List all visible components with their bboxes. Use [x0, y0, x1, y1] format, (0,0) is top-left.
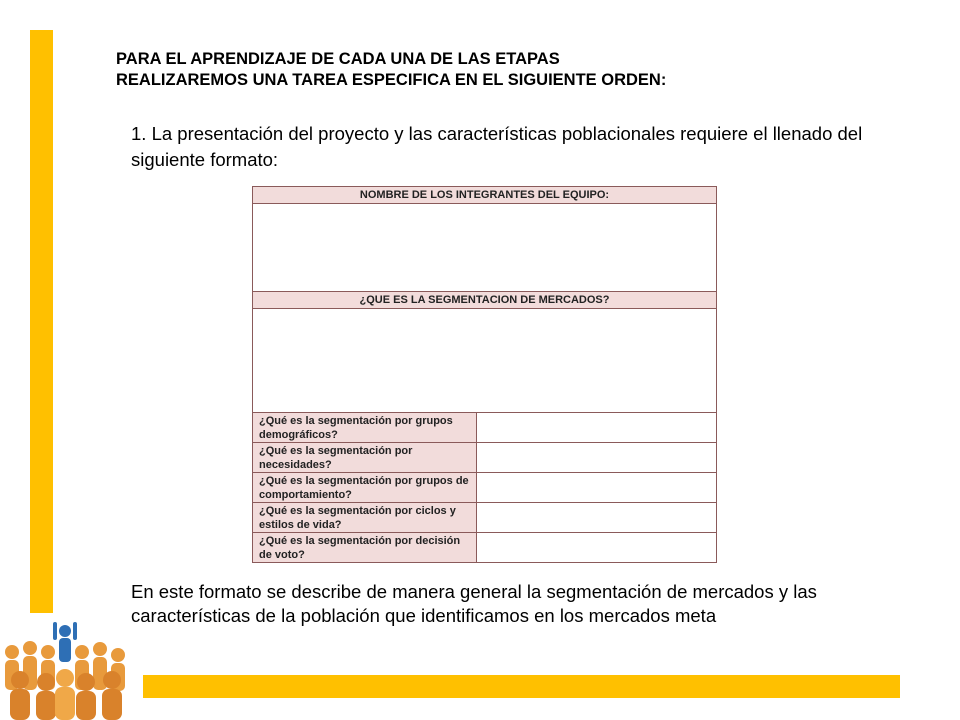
answer-field[interactable] [477, 473, 716, 502]
team-members-header: NOMBRE DE LOS INTEGRANTES DEL EQUIPO: [253, 187, 716, 204]
slide-heading [116, 49, 916, 91]
intro-text: 1. La presentación del proyecto y las características poblacionales requiere el llenado del siguiente formato: [131, 123, 863, 170]
segmentation-header: ¿QUE ES LA SEGMENTACION DE MERCADOS? [253, 292, 716, 309]
question-label: ¿Qué es la segmentación por grupos de comportamiento? [253, 473, 477, 502]
question-row [253, 503, 716, 533]
question-row [253, 473, 716, 503]
team-people-icon [0, 622, 130, 720]
team-format-form [252, 186, 717, 563]
question-label: ¿Qué es la segmentación por decisión de voto? [253, 533, 477, 562]
team-members-field[interactable] [253, 204, 716, 292]
question-label: ¿Qué es la segmentación por grupos demográficos? [253, 413, 477, 442]
heading-line-1: PARA EL APRENDIZAJE DE CADA UNA DE LAS ETAPAS [116, 50, 560, 68]
footer-text: En este formato se describe de manera general la segmentación de mercados y las características de la población que identificamos en los mercados meta [131, 581, 817, 626]
question-row [253, 413, 716, 443]
heading-line-2: REALIZAREMOS UNA TAREA ESPECIFICA EN EL SIGUIENTE ORDEN: [116, 71, 667, 89]
answer-field[interactable] [477, 533, 716, 562]
answer-field[interactable] [477, 413, 716, 442]
question-label: ¿Qué es la segmentación por necesidades? [253, 443, 477, 472]
answer-field[interactable] [477, 503, 716, 532]
question-row [253, 533, 716, 562]
left-accent-bar [30, 30, 53, 613]
bottom-accent-bar [143, 675, 900, 698]
segmentation-field[interactable] [253, 309, 716, 413]
question-label: ¿Qué es la segmentación por ciclos y estilos de vida? [253, 503, 477, 532]
answer-field[interactable] [477, 443, 716, 472]
question-row [253, 443, 716, 473]
